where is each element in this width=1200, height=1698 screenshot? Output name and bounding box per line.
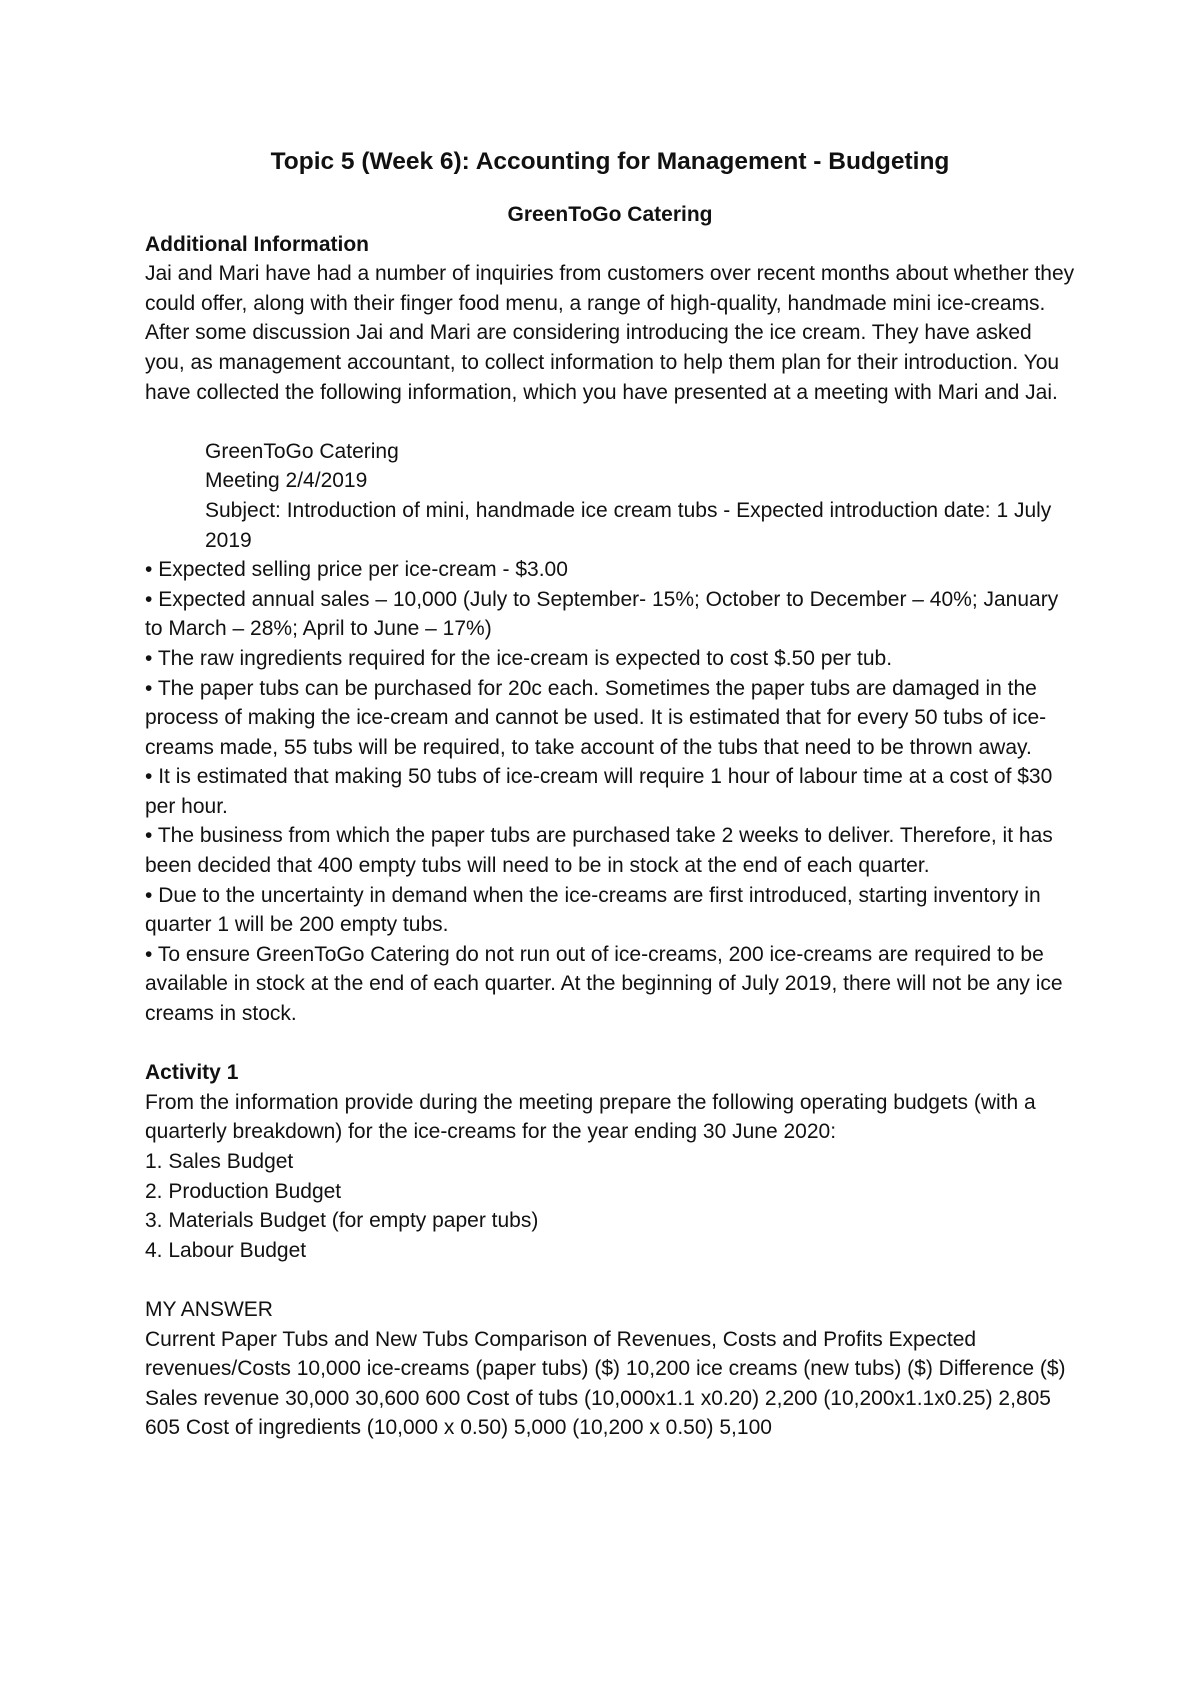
document-title: Topic 5 (Week 6): Accounting for Management - Budgeting [270,148,950,175]
list-item: 3. Materials Budget (for empty paper tubs) [145,1209,539,1233]
intro-paragraph: Jai and Mari have had a number of inquiries from customers over recent months about whether they could offer, along with their finger food menu, a range of high-quality, handmade mini ice-creams. After some discussion Jai and Mari are considering introducing the ice cream. They have asked you, as management accountant, to collect information to help them plan for their introduction. You have collected the following information, which you have presented at a meeting with Mari and Jai. [145,262,1075,404]
list-item: 4. Labour Budget [145,1238,307,1262]
bullet-item: • The paper tubs can be purchased for 20c each. Sometimes the paper tubs are damaged in the process of making the ice-cream and cannot be used. It is estimated that for every 50 tubs of ice-creams made, 55 tubs will be required, to take account of the tubs that need to be thrown away. [145,674,1075,763]
activity-heading: Activity 1 [145,1061,239,1085]
memo-company: GreenToGo Catering [205,439,399,463]
bullet-item: • It is estimated that making 50 tubs of ice-cream will require 1 hour of labour time at a cost of $30 per hour. [145,762,1075,821]
activity-list [145,1147,1075,1265]
document-page [145,146,1075,1443]
company-heading: GreenToGo Catering [507,203,713,226]
memo-meeting-date: Meeting 2/4/2019 [205,469,368,493]
bullet-item: • Expected selling price per ice-cream - $3.00 [145,555,1075,585]
spacer [145,1265,1075,1295]
answer-text: Current Paper Tubs and New Tubs Comparison of Revenues, Costs and Profits Expected revenues/Costs 10,000 ice-creams (paper tubs) ($) 10,200 ice creams (new tubs) ($) Difference ($) Sales revenue 30,000 30,600 600 Cost of tubs (10,000x1.1 x0.20) 2,200 (10,200x1.1x0.25) 2,805 605 Cost of ingredients (10,000 x 0.50) 5,000 (10,200 x 0.50) 5,100 [145,1327,1066,1440]
spacer [145,407,1075,437]
spacer [145,1029,1075,1059]
bullet-list [145,555,1075,1029]
bullet-item: • To ensure GreenToGo Catering do not run out of ice-creams, 200 ice-creams are required to be available in stock at the end of each quarter. At the beginning of July 2019, there will not be any ice creams in stock. [145,940,1075,1029]
activity-instructions: From the information provide during the meeting prepare the following operating budgets (with a quarterly breakdown) for the ice-creams for the year ending 30 June 2020: [145,1090,1036,1144]
additional-info-heading: Additional Information [145,232,369,256]
bullet-item: • Expected annual sales – 10,000 (July to September- 15%; October to December – 40%; January to March – 28%; April to June – 17%) [145,585,1075,644]
list-item: 2. Production Budget [145,1179,342,1203]
memo-subject: Subject: Introduction of mini, handmade ice cream tubs - Expected introduction date: 1 July 2019 [205,498,1052,552]
answer-heading: MY ANSWER [145,1297,273,1321]
bullet-item: • The raw ingredients required for the ice-cream is expected to cost $.50 per tub. [145,644,1075,674]
bullet-item: • The business from which the paper tubs are purchased take 2 weeks to deliver. Therefore, it has been decided that 400 empty tubs will need to be in stock at the end of each quarter. [145,821,1075,880]
meeting-memo [145,437,1075,555]
bullet-item: • Due to the uncertainty in demand when the ice-creams are first introduced, starting inventory in quarter 1 will be 200 empty tubs. [145,881,1075,940]
list-item: 1. Sales Budget [145,1150,294,1173]
